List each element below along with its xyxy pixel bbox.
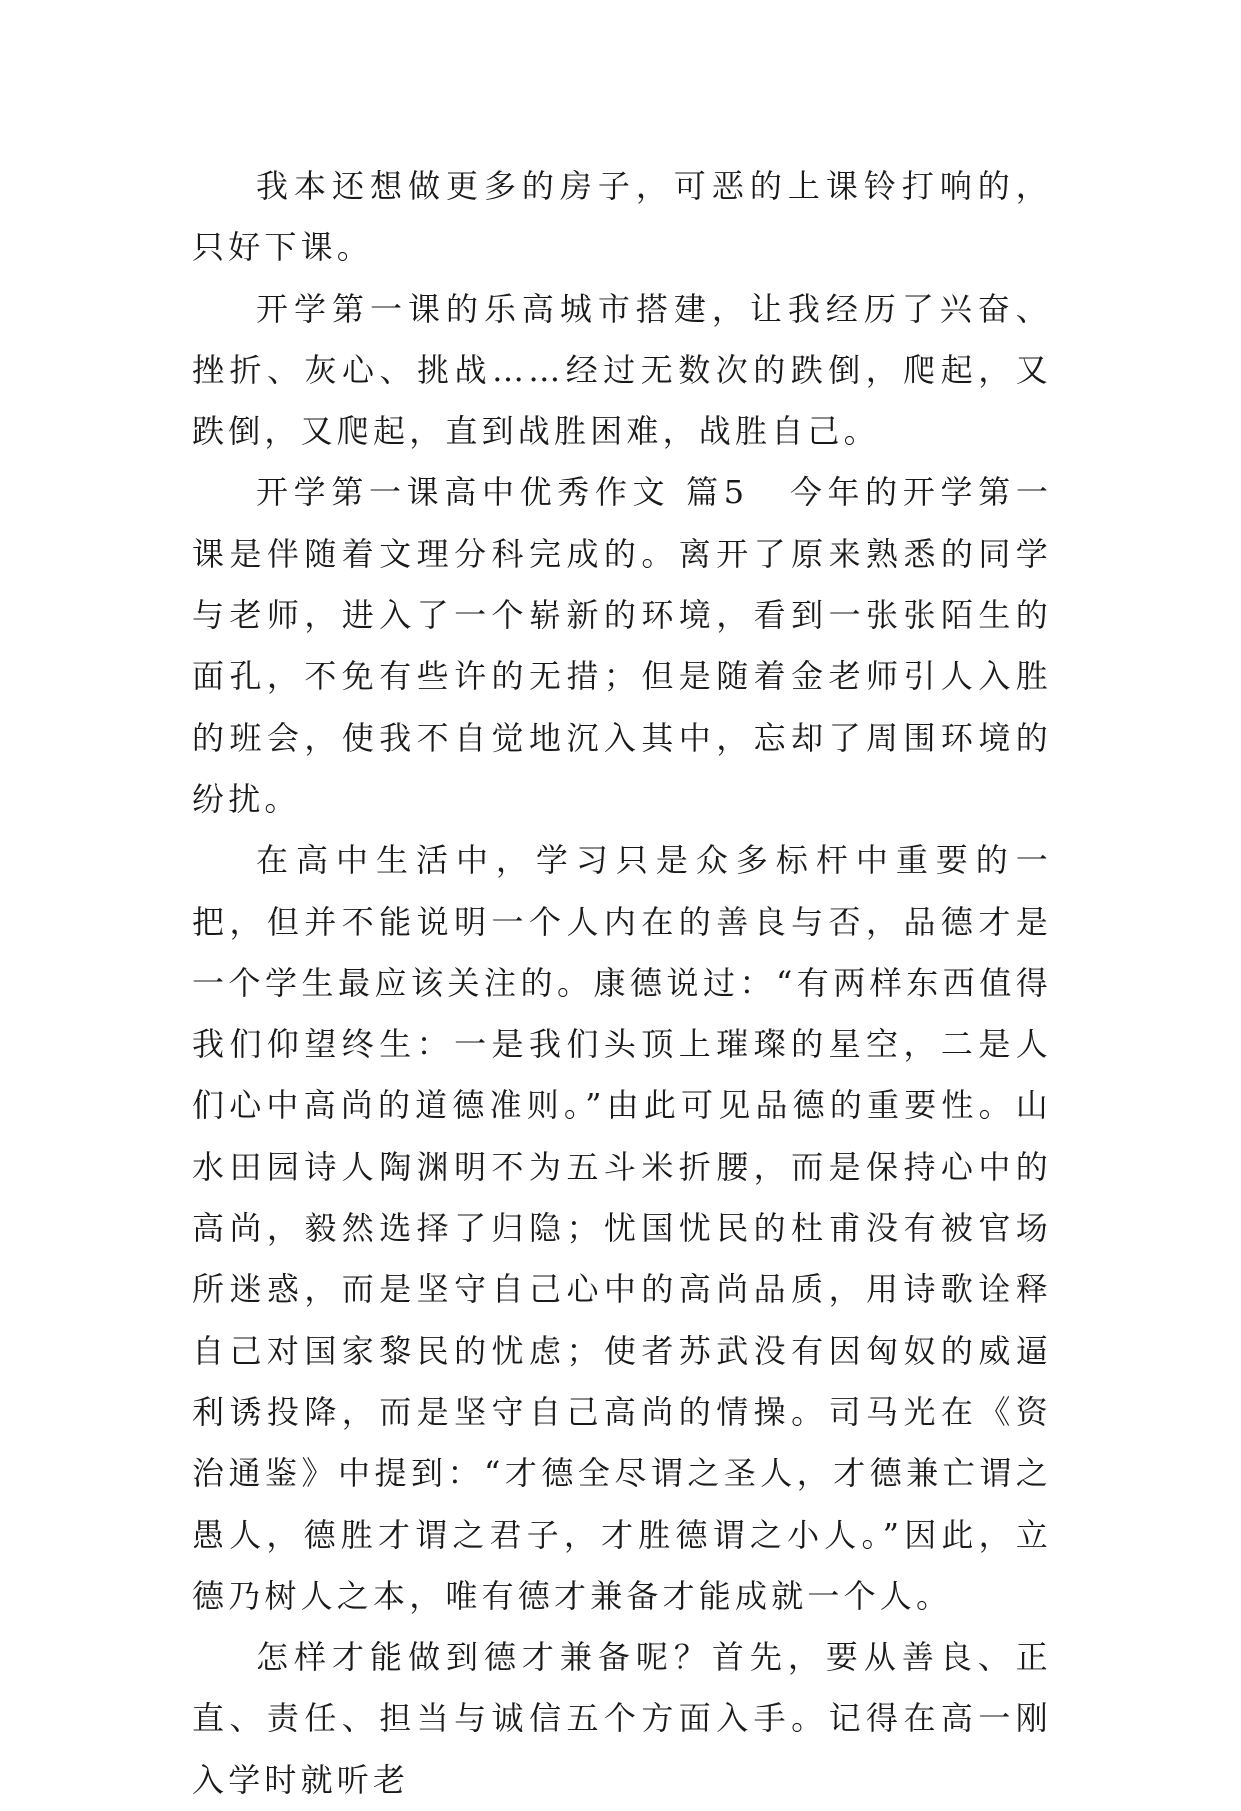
paragraph-3 [192,462,1052,830]
paragraph-1: 我本还想做更多的房子，可恶的上课铃打响的，只好下课。 [192,167,1052,267]
paragraph-4: 在高中生活中，学习只是众多标杆中重要的一把，但并不能说明一个人内在的善良与否，品德才是一个学生最应该关注的。康德说过：“有两样东西值得我们仰望终生：一是我们头顶上璀璨的星空，二是人们心中高尚的道德准则。”由此可见品德的重要性。山水田园诗人陶渊明不为五斗米折腰，而是保持心中的高尚，毅然选择了归隐；忧国忧民的杜甫没有被官场所迷惑，而是坚守自己心中的高尚品质，用诗歌诠释自己对国家黎民的忧虑；使者苏武没有因匈奴的威逼利诱投降，而是坚守自己高尚的情操。司马光在《资治通鉴》中提到：“才德全尽谓之圣人，才德兼亡谓之愚人，德胜才谓之君子，才胜德谓之小人。”因此，立德乃树人之本，唯有德才兼备才能成就一个人。 [192,841,1052,1615]
paragraph-3-body: 今年的开学第一课是伴随着文理分科完成的。离开了原来熟悉的同学与老师，进入了一个崭新的环境，看到一张张陌生的面孔，不免有些许的无措；但是随着金老师引人入胜的班会，使我不自觉地沉入其中，忘却了周围环境的纷扰。 [192,473,1053,818]
paragraph-2: 开学第一课的乐高城市搭建，让我经历了兴奋、挫折、灰心、挑战……经过无数次的跌倒，爬起，又跌倒，又爬起，直到战胜困难，战胜自己。 [192,289,1052,451]
essay-section: 篇5 [686,473,749,512]
document-body [192,156,1052,1811]
essay-title: 开学第一课高中优秀作文 [256,473,671,512]
paragraph-5: 怎样才能做到德才兼备呢？首先，要从善良、正直、责任、担当与诚信五个方面入手。记得在高一刚入学时就听老 [192,1638,1052,1799]
